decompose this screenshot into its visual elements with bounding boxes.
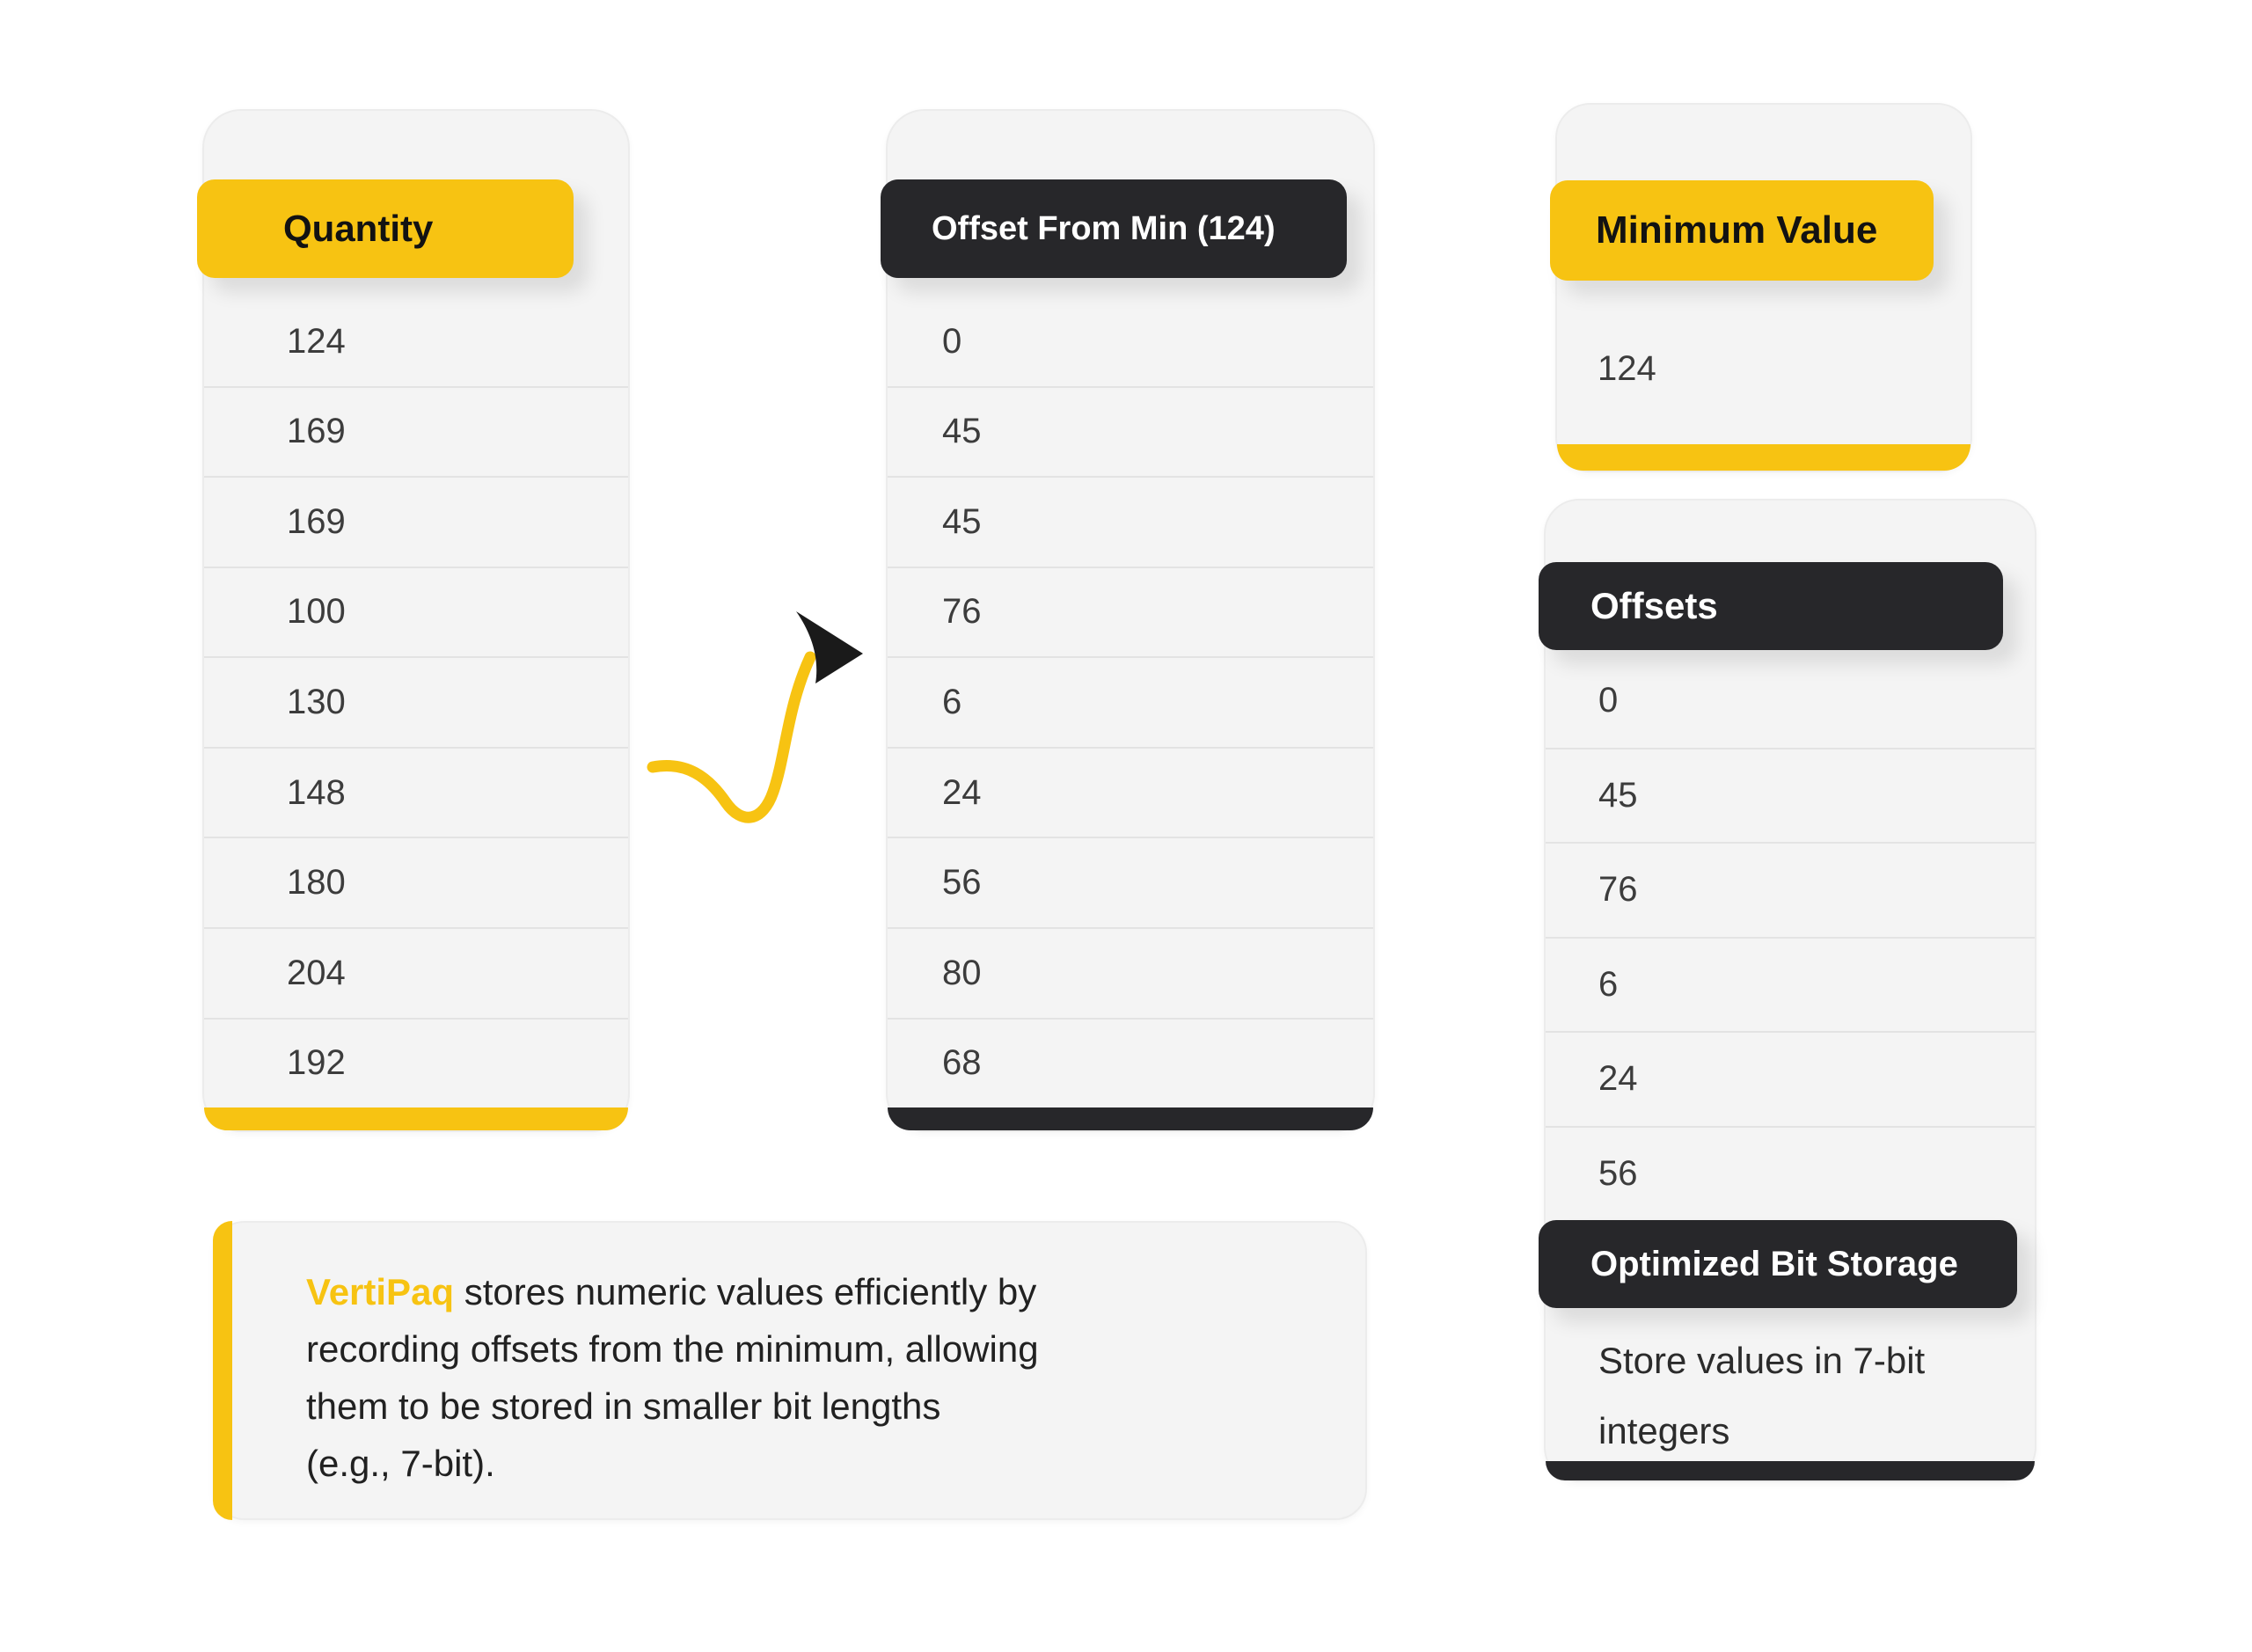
table-row [1546,749,2035,844]
table-row [888,388,1373,479]
optimized-bit-storage-header-label: Optimized Bit Storage [1590,1244,1958,1283]
optimized-bit-storage-header [1539,1220,2017,1308]
note-card [213,1221,1367,1520]
note-accent-bar [213,1221,232,1520]
note-line-1-rest: stores numeric values efficiently by [454,1271,1037,1312]
table-row [888,297,1373,388]
minimum-value-row [1557,281,1970,444]
offset-table-card [886,109,1375,1132]
table-row [888,1020,1373,1108]
cell-value: 45 [942,412,982,451]
table-row [888,478,1373,568]
table-row [204,838,628,929]
table-row [1546,844,2035,939]
table-row [888,568,1373,659]
note-line-4: (e.g., 7-bit). [306,1443,495,1484]
note-line-1 [306,1263,1330,1320]
quantity-table-footer-bar [204,1107,628,1130]
cell-value: 0 [1598,681,1619,720]
quantity-table-header-label: Quantity [283,208,434,249]
cell-value: 76 [942,592,982,632]
table-row [888,749,1373,839]
cell-value: 6 [1598,964,1619,1004]
minimum-value: 124 [1598,348,1656,388]
table-row [204,297,628,388]
cell-value: 76 [1598,870,1638,910]
cell-value: 68 [942,1043,982,1083]
table-row [204,929,628,1020]
offset-table-header-label: Offset From Min (124) [932,209,1276,247]
cell-value: 24 [942,772,982,812]
table-row [204,388,628,479]
offsets-header-label: Offsets [1590,585,1718,626]
table-row [1546,1033,2035,1128]
table-row [1546,654,2035,749]
cell-value: 80 [942,953,982,992]
offsets-header [1539,562,2003,650]
storage-description [1598,1326,2008,1466]
offsets-rows [1546,654,2035,1220]
table-row [888,838,1373,929]
table-row [1546,939,2035,1034]
minimum-value-header [1550,180,1934,281]
cell-value: 45 [942,501,982,541]
offset-table-footer-bar [888,1107,1373,1130]
table-row [888,929,1373,1020]
note-text [306,1263,1330,1492]
table-row [204,478,628,568]
cell-value: 56 [1598,1153,1638,1193]
quantity-table-rows [204,283,628,1107]
table-row [204,1020,628,1108]
storage-description-line: Store values in 7-bit [1598,1340,1926,1381]
cell-value: 56 [942,863,982,903]
cell-value: 192 [287,1043,346,1083]
cell-value: 24 [1598,1059,1638,1099]
storage-description-line: integers [1598,1410,1730,1451]
cell-value: 169 [287,501,346,541]
note-line-2: recording offsets from the minimum, allowing [306,1328,1039,1370]
minimum-value-header-label: Minimum Value [1596,208,1878,252]
quantity-table-card [202,109,630,1132]
cell-value: 124 [287,321,346,361]
offset-table-rows [888,283,1373,1107]
minimum-value-footer-bar [1557,444,1970,471]
table-row [204,749,628,839]
cell-value: 204 [287,953,346,992]
cell-value: 130 [287,683,346,722]
cell-value: 0 [942,321,962,361]
cell-value: 148 [287,772,346,812]
vertipaq-highlight: VertiPaq [306,1271,455,1312]
cell-value: 45 [1598,775,1638,815]
curved-arrow-icon [638,603,893,866]
cell-value: 100 [287,592,346,632]
quantity-table-header [197,179,574,278]
cell-value: 180 [287,863,346,903]
cell-value: 6 [942,683,962,722]
table-row [204,568,628,659]
cell-value: 169 [287,412,346,451]
note-line-3: them to be stored in smaller bit lengths [306,1385,941,1427]
table-row [1546,1128,2035,1221]
offset-table-header [881,179,1347,278]
offsets-storage-footer-bar [1546,1461,2035,1480]
minimum-value-card [1555,103,1972,472]
table-row [888,658,1373,749]
table-row [204,658,628,749]
offsets-storage-card [1544,499,2036,1482]
